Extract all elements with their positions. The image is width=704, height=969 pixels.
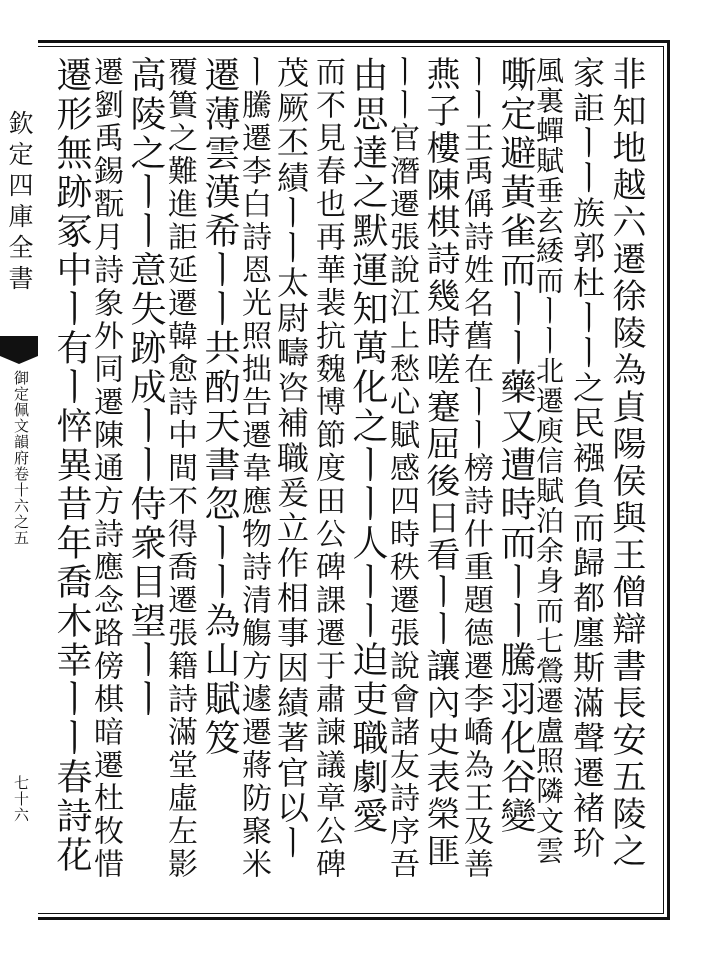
text-column: 覆簣之難進詎延遷韓愈詩中間不得喬遷張籍詩滿堂虛左影 bbox=[162, 56, 197, 881]
text-column: 燕子樓陳棋詩幾時嗟蹇屈後日看ㅣㅣ讓內史表榮匪 bbox=[420, 56, 460, 870]
text-column: 高陵之ㅣㅣ意失跡成ㅣㅣ侍衆目望ㅣㅣ bbox=[125, 56, 166, 719]
text-column: 遷劉禹錫翫月詩象外同遷陳通方詩應念路傍棋暗遷杜牧惜 bbox=[88, 56, 123, 881]
text-column: 風裏蟬賦垂玄緌而ㅣㅣ北遷庾信賦泊余身而七鶯遷盧照隣文雲 bbox=[532, 56, 565, 866]
text-column: ㅣㅣ官潛遷張說江上愁心賦感四時秩遷張說會諸友詩序吾 bbox=[384, 56, 419, 881]
text-column: 由思達之默運知萬化之ㅣㅣ人ㅣㅣ迫吏職劇愛 bbox=[347, 56, 388, 836]
text-column: 遷薄雲漢希ㅣㅣ共酌天書忽ㅣㅣ為山賦笈 bbox=[199, 56, 240, 758]
text-column: 遷形無跡冢中ㅣ有ㅣ悴異昔年喬木幸ㅣㅣ春詩花 bbox=[51, 56, 92, 875]
section-title: 御定佩文韻府卷十六之五 bbox=[12, 370, 30, 546]
fishtail-mark bbox=[0, 336, 38, 356]
page-number: 七十六 bbox=[12, 775, 30, 823]
book-title: 欽定四庫全書 bbox=[5, 110, 34, 296]
text-column: 非知地越六遷徐陵為貞陽侯與王僧辯書長安五陵之 bbox=[606, 56, 646, 870]
text-column: ㅣㅣ王禹偁詩姓名舊在ㅣㅣ榜詩什重題德遷李嶠為王及善 bbox=[458, 56, 493, 881]
page-margin bbox=[0, 40, 38, 920]
text-column: ㅣ騰遷李白詩恩光照拙告遷韋應物詩清觴方遽遷蔣防聚米 bbox=[236, 56, 271, 881]
text-column: 而不見春也再華裴抗魏博節度田公碑課遷于肅諫議章公碑 bbox=[310, 56, 345, 881]
text-column: 嘶定避黃雀而ㅣㅣ藥又遭時而ㅣㅣ騰羽化谷變 bbox=[495, 56, 536, 836]
text-column: 家詎ㅣㅣ族郭杜ㅣㅣ之民襁負而歸都廛斯滿聲遷褚玠 bbox=[568, 56, 606, 861]
text-column: 茂厥丕績ㅣㅣ太尉疇咨補職爰立作相事因績著官以ㅣ bbox=[272, 56, 310, 861]
